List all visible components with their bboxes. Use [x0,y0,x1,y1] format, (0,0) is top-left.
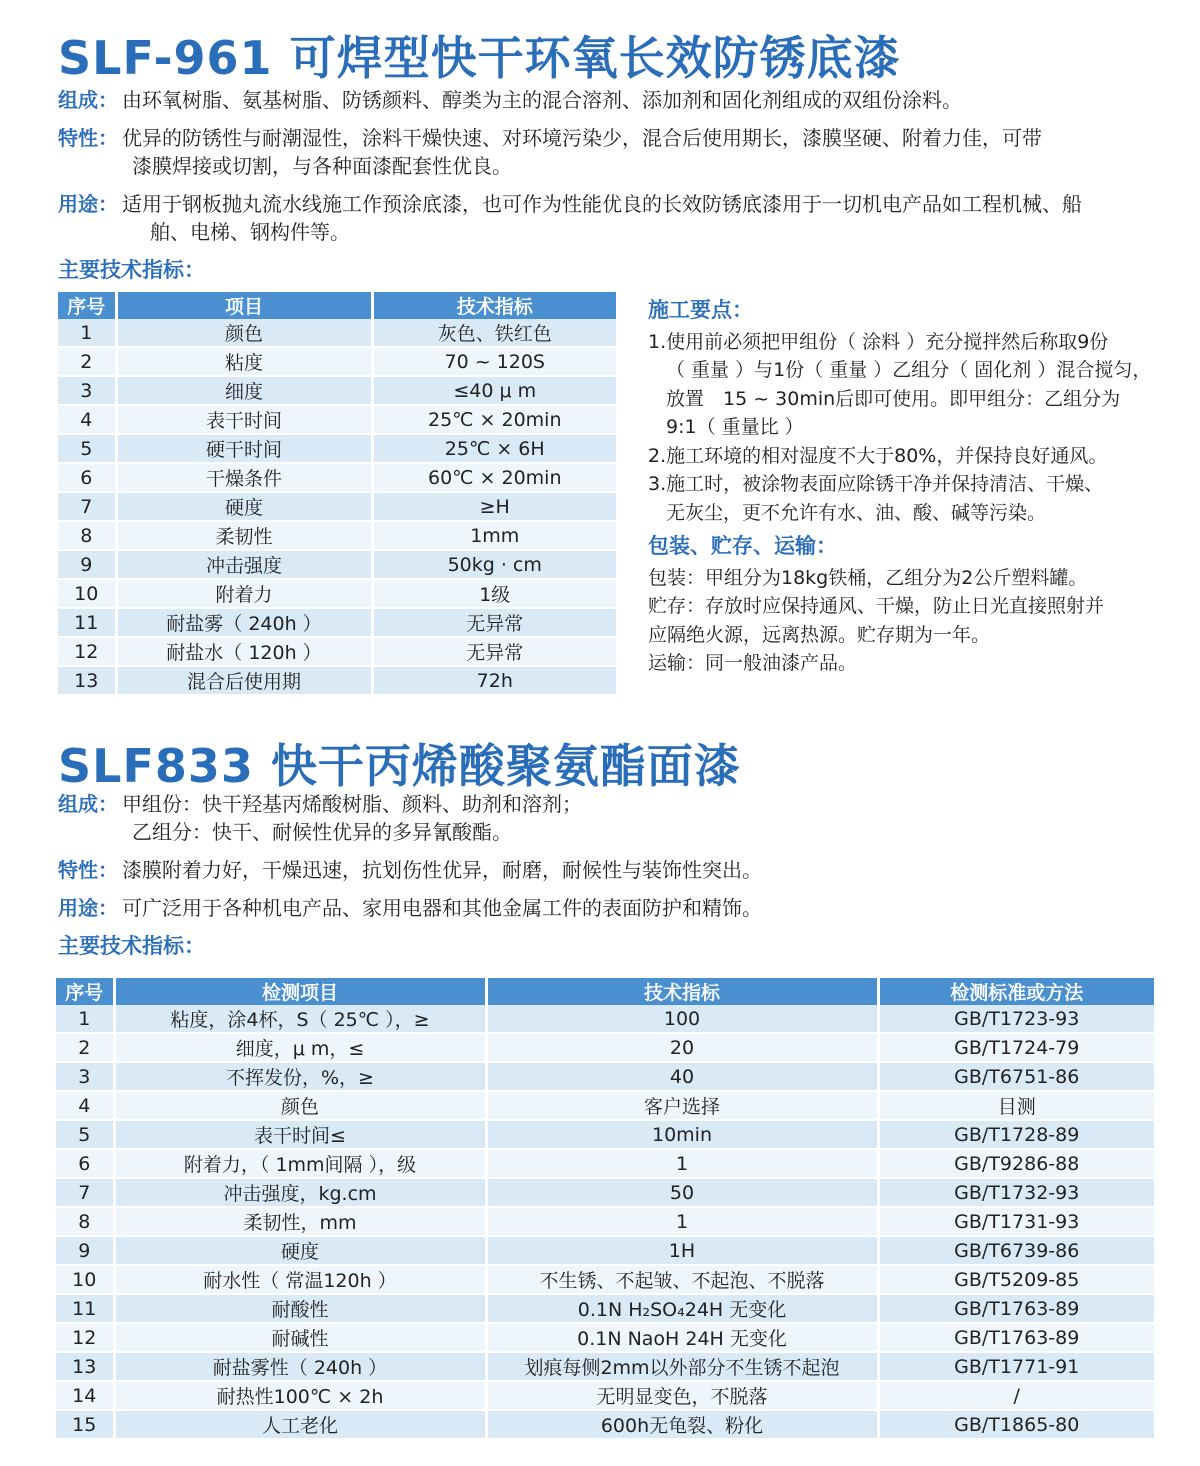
table-cell: 25℃ × 20min [372,405,616,434]
table-row [58,347,616,376]
table-cell: 12 [56,1323,114,1352]
table-cell: 1 [486,1149,878,1178]
table-cell: 50 [486,1178,878,1207]
table-cell: 8 [58,521,116,550]
usage-text-1: 适用于钢板抛丸流水线施工作预涂底漆，也可作为性能优良的长效防锈底漆用于一切机电产品如工程机械、船 [122,192,1082,216]
table-cell: 耐盐雾性（ 240h ） [114,1352,486,1381]
table-cell: 无明显变色，不脱落 [486,1381,878,1410]
product2-spec-table [56,978,1154,1440]
composition-text: 由环氧树脂、氨基树脂、防锈颜料、醇类为主的混合溶剂、添加剂和固化剂组成的双组份涂料。 [122,88,962,112]
table-cell: 7 [58,492,116,521]
product1-title: SLF-961 可焊型快干环氧长效防锈底漆 [58,31,901,85]
table-cell: 颜色 [114,1091,486,1120]
table-cell: 耐酸性 [114,1294,486,1323]
table-cell: 5 [58,434,116,463]
product1-property [58,124,1160,180]
product1-usage [58,190,1160,246]
table-row [58,434,616,463]
table-cell: 0.1N NaoH 24H 无变化 [486,1323,878,1352]
table-row [56,1120,1154,1149]
table-cell: 干燥条件 [116,463,372,492]
table-cell: GB/T1732-93 [878,1178,1154,1207]
table-cell: 2 [58,347,116,376]
table-cell: 3 [56,1062,114,1091]
table-row [56,1062,1154,1091]
construction-line: 1.使用前必须把甲组份（ 涂料 ）充分搅拌然后称取9份 [648,330,1109,353]
table-row [56,1091,1154,1120]
table-row [56,1149,1154,1178]
table-cell: GB/T6739-86 [878,1236,1154,1265]
packaging-section [648,532,1168,678]
packaging-line: 运输：同一般油漆产品。 [648,652,858,674]
table-row [58,579,616,608]
construction-line: （ 重量 ）与1份（ 重量 ）乙组分（ 固化剂 ）混合搅匀， [666,359,1152,381]
table-cell: 70 ~ 120S [372,347,616,376]
table-row [58,550,616,579]
table-cell: 耐盐雾（ 240h ） [116,608,372,637]
table-cell: 3 [58,376,116,405]
packaging-line: 应隔绝火源，远离热源。贮存期为一年。 [648,623,991,646]
table-row [56,1323,1154,1352]
table-cell: 1mm [372,521,616,550]
table-cell: 1 [486,1207,878,1236]
table-row [58,319,616,347]
table-row [58,637,616,666]
product1-spec-title: 主要技术指标： [58,258,205,282]
table-cell: 10min [486,1120,878,1149]
table-header: 序号 [56,978,114,1005]
property-label: 特性： [58,858,118,882]
table-cell: 灰色、铁红色 [372,319,616,347]
table-cell: 72h [372,666,616,695]
table-cell: 20 [486,1033,878,1062]
table-row [56,1294,1154,1323]
table-cell: 粘度，涂4杯，S（ 25℃ ），≥ [114,1005,486,1033]
table-cell: 无异常 [372,637,616,666]
composition-label: 组成： [58,88,118,112]
table-header: 技术指标 [486,978,878,1005]
table-cell: GB/T6751-86 [878,1062,1154,1091]
table-header: 技术指标 [372,292,616,319]
property-text: 漆膜附着力好，干燥迅速，抗划伤性优异，耐磨，耐候性与装饰性突出。 [122,858,762,882]
usage-label: 用途： [58,896,118,920]
table-cell: 9 [58,550,116,579]
table-cell: 4 [56,1091,114,1120]
table-row [56,1033,1154,1062]
table-cell: 1级 [372,579,616,608]
packaging-line: 贮存：存放时应保持通风、干燥，防止日光直接照射并 [648,595,1105,617]
table-cell: 冲击强度 [116,550,372,579]
table-row [56,1178,1154,1207]
table-cell: ≥H [372,492,616,521]
table-cell: 划痕每侧2mm以外部分不生锈不起泡 [486,1352,878,1381]
table-row [58,666,616,695]
table-cell: GB/T1723-93 [878,1005,1154,1033]
usage-label: 用途： [58,192,118,216]
table-cell: 硬度 [114,1236,486,1265]
table-cell: 无异常 [372,608,616,637]
table-cell: 13 [56,1352,114,1381]
product2-spec-title: 主要技术指标： [58,934,205,958]
table-cell: 9 [56,1236,114,1265]
table-row [56,1207,1154,1236]
table-header: 项目 [116,292,372,319]
product2-title: SLF833 快干丙烯酸聚氨酯面漆 [58,739,741,793]
table-cell: 15 [56,1410,114,1439]
table-cell: 0.1N H₂SO₄24H 无变化 [486,1294,878,1323]
table-cell: 耐热性100℃ × 2h [114,1381,486,1410]
table-cell: 12 [58,637,116,666]
table-cell: 附着力，（ 1mm间隔 ），级 [114,1149,486,1178]
table-row [58,492,616,521]
table-cell: GB/T1728-89 [878,1120,1154,1149]
table-cell: 1 [58,319,116,347]
table-cell: 5 [56,1120,114,1149]
table-row [56,1381,1154,1410]
table-cell: 混合后使用期 [116,666,372,695]
usage-text-2: 舶、电梯、钢构件等。 [150,220,350,244]
product1-composition [58,86,1160,114]
table-cell: 表干时间≤ [114,1120,486,1149]
table-row [56,1410,1154,1439]
product1-spec-table [58,292,616,696]
table-cell: GB/T5209-85 [878,1265,1154,1294]
table-cell: 50kg · cm [372,550,616,579]
table-row [56,1005,1154,1033]
table-cell: 100 [486,1005,878,1033]
table-cell: 60℃ × 20min [372,463,616,492]
table-cell: GB/T1865-80 [878,1410,1154,1439]
table-cell: GB/T1731-93 [878,1207,1154,1236]
table-cell: 11 [58,608,116,637]
property-label: 特性： [58,126,118,150]
construction-line: 无灰尘，更不允许有水、油、酸、碱等污染。 [666,501,1047,524]
table-cell: 表干时间 [116,405,372,434]
table-cell: ≤40 μ m [372,376,616,405]
table-cell: 目测 [878,1091,1154,1120]
construction-line: 3.施工时，被涂物表面应除锈干净并保持清洁、干燥、 [648,473,1104,495]
table-cell: 25℃ × 6H [372,434,616,463]
composition-text-1: 甲组份：快干羟基丙烯酸树脂、颜料、助剂和溶剂； [122,792,582,816]
table-cell: 柔韧性，mm [114,1207,486,1236]
table-cell: 11 [56,1294,114,1323]
table-row [56,1265,1154,1294]
table-row [58,376,616,405]
table-row [56,1236,1154,1265]
table-cell: 耐水性（ 常温120h ） [114,1265,486,1294]
composition-text-2: 乙组分：快干、耐候性优异的多异氰酸酯。 [132,820,512,844]
construction-line: 9:1（ 重量比 ） [666,416,804,438]
table-cell: GB/T1763-89 [878,1294,1154,1323]
construction-line: 2.施工环境的相对湿度不大于80%，并保持良好通风。 [648,444,1108,467]
property-text-1: 优异的防锈性与耐潮湿性，涂料干燥快速、对环境污染少，混合后使用期长，漆膜坚硬、附着力佳，可带 [122,126,1042,150]
packaging-line: 包装：甲组分为18kg铁桶，乙组分为2公斤塑料罐。 [648,566,1088,589]
table-cell: 不生锈、不起皱、不起泡、不脱落 [486,1265,878,1294]
construction-line: 放置 15 ~ 30min后即可使用。即甲组分：乙组分为 [666,387,1121,410]
usage-text: 可广泛用于各种机电产品、家用电器和其他金属工件的表面防护和精饰。 [122,896,762,920]
table-cell: 40 [486,1062,878,1091]
construction-section [648,296,1168,527]
composition-label: 组成： [58,792,118,816]
table-cell: 客户选择 [486,1091,878,1120]
table-cell: 硬度 [116,492,372,521]
table-cell: 细度，μ m，≤ [114,1033,486,1062]
table-cell: 10 [58,579,116,608]
table-row [58,608,616,637]
construction-title: 施工要点： [648,298,753,322]
table-cell: 粘度 [116,347,372,376]
table-row [58,405,616,434]
table-cell: 细度 [116,376,372,405]
table-header: 序号 [58,292,116,319]
table-row [58,463,616,492]
table-row [56,1352,1154,1381]
table-cell: 4 [58,405,116,434]
table-cell: GB/T1771-91 [878,1352,1154,1381]
table-cell: GB/T1763-89 [878,1323,1154,1352]
table-cell: 耐盐水（ 120h ） [116,637,372,666]
table-cell: 耐碱性 [114,1323,486,1352]
table-cell: 13 [58,666,116,695]
table-cell: 1 [56,1005,114,1033]
table-cell: 柔韧性 [116,521,372,550]
property-text-2: 漆膜焊接或切割，与各种面漆配套性优良。 [132,154,512,178]
product2-usage [58,894,1160,922]
table-cell: 颜色 [116,319,372,347]
table-header: 检测项目 [114,978,486,1005]
table-cell: 8 [56,1207,114,1236]
table-cell: 人工老化 [114,1410,486,1439]
table-cell: 600h无龟裂、粉化 [486,1410,878,1439]
table-cell: 冲击强度，kg.cm [114,1178,486,1207]
table-cell: 1H [486,1236,878,1265]
table-cell: 7 [56,1178,114,1207]
table-cell: 6 [56,1149,114,1178]
product2-composition [58,790,1160,846]
product2-property [58,856,1160,884]
packaging-title: 包装、贮存、运输： [648,534,837,558]
table-header: 检测标准或方法 [878,978,1154,1005]
table-cell: / [878,1381,1154,1410]
table-cell: GB/T9286-88 [878,1149,1154,1178]
table-cell: 14 [56,1381,114,1410]
table-row [58,521,616,550]
table-cell: 2 [56,1033,114,1062]
table-cell: 硬干时间 [116,434,372,463]
table-cell: 不挥发份，%，≥ [114,1062,486,1091]
table-cell: 6 [58,463,116,492]
table-cell: GB/T1724-79 [878,1033,1154,1062]
table-cell: 附着力 [116,579,372,608]
table-cell: 10 [56,1265,114,1294]
